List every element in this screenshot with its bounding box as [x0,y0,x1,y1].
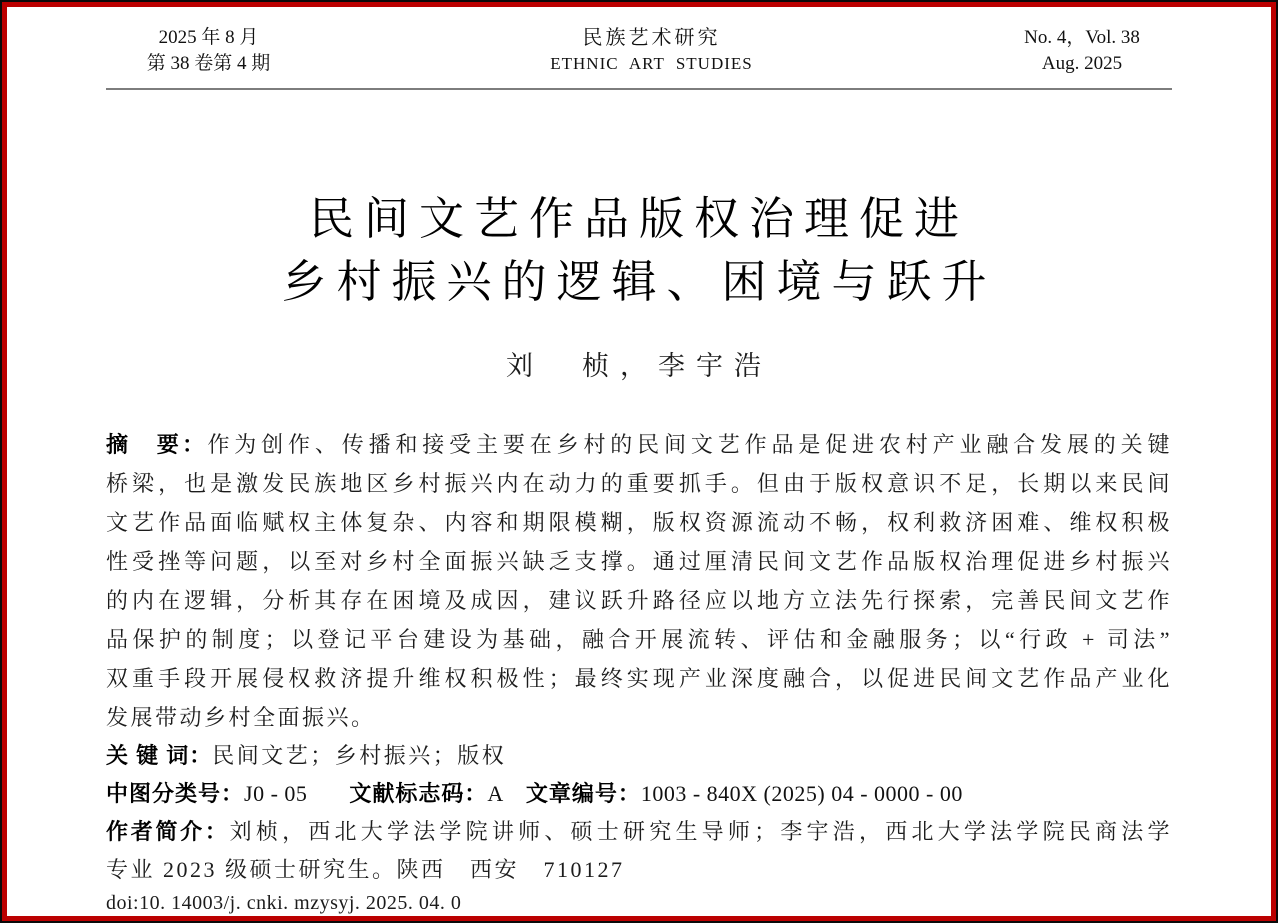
abstract-section [106,425,1172,737]
article-meta [106,737,1172,917]
author-bio-line1 [106,813,1172,851]
article-id-value: 1003 - 840X (2025) 04 - 0000 - 00 [640,781,963,806]
journal-title-cn: 民族艺术研究 [582,27,721,49]
keywords-line [106,737,1172,775]
doi-text: doi:10. 14003/j. cnki. mzysyj. 2025. 04. 0 [106,892,462,914]
header-issue-date-block [106,25,311,77]
abstract-line: 桥梁，也是激发民族地区乡村振兴内在动力的重要抓手。但由于版权意识不足，长期以来民间 [106,471,1172,496]
header-issue-number: No. 4，Vol. 38 [1024,27,1140,48]
keywords-value: 民间文艺；乡村振兴；版权 [212,743,507,768]
abstract-line: 双重手段开展侵权救济提升维权积极性；最终实现产业深度融合，以促进民间文艺作品产业化 [106,666,1172,691]
red-page-frame [2,2,1276,921]
header-divider [106,88,1172,90]
header-journal-block [311,25,992,77]
article-authors: 刘 桢，李宇浩 [506,351,772,381]
header-publication-date: 2025 年 8 月 [158,27,259,48]
document-code-label: 文献标志码： [349,781,488,806]
abstract-text: 作为创作、传播和接受主要在乡村的民间文艺作品是促进农村产业融合发展的关键 [207,432,1172,457]
header-volume-issue: 第 38 卷第 4 期 [146,53,271,74]
clc-number-value: J0 - 05 [244,781,308,806]
article-title-line1: 民间文艺作品版权治理促进 [308,194,969,244]
abstract-line: 品保护的制度；以登记平台建设为基础，融合开展流转、评估和金融服务；以“行政 + 司法” [106,627,1172,652]
author-bio-label: 作者简介： [106,819,230,844]
article-title [106,188,1172,314]
article-title-line2: 乡村振兴的逻辑、困境与跃升 [281,257,997,307]
header-issue-month: Aug. 2025 [1041,53,1123,74]
abstract-label: 摘 要： [106,432,208,457]
document-code-value: A [487,781,504,806]
author-bio-text: 刘桢，西北大学法学院讲师、硕士研究生导师；李宇浩，西北大学法学院民商法学 [229,819,1172,844]
keywords-label: 关 键 词： [106,743,213,768]
abstract-line-last: 发展带动乡村全面振兴。 [106,705,376,730]
author-bio-line2: 专业 2023 级硕士研究生。陕西 西安 710127 [106,857,625,882]
journal-title-en: ETHNIC ART STUDIES [550,54,753,73]
article-id-label: 文章编号： [525,781,641,806]
page-content [7,7,1271,917]
header-number-block [992,25,1172,77]
abstract-line: 文艺作品面临赋权主体复杂、内容和期限模糊，版权资源流动不畅，权利救济困难、维权积极 [106,510,1172,535]
abstract-line: 的内在逻辑，分析其存在困境及成因，建议跃升路径应以地方立法先行探索，完善民间文艺作 [106,588,1172,613]
abstract-line [106,425,1172,464]
classification-line [106,775,1172,813]
abstract-line: 性受挫等问题，以至对乡村全面振兴缺乏支撑。通过厘清民间文艺作品版权治理促进乡村振兴 [106,549,1172,574]
clc-number-label: 中图分类号： [106,781,245,806]
running-head [106,7,1172,77]
